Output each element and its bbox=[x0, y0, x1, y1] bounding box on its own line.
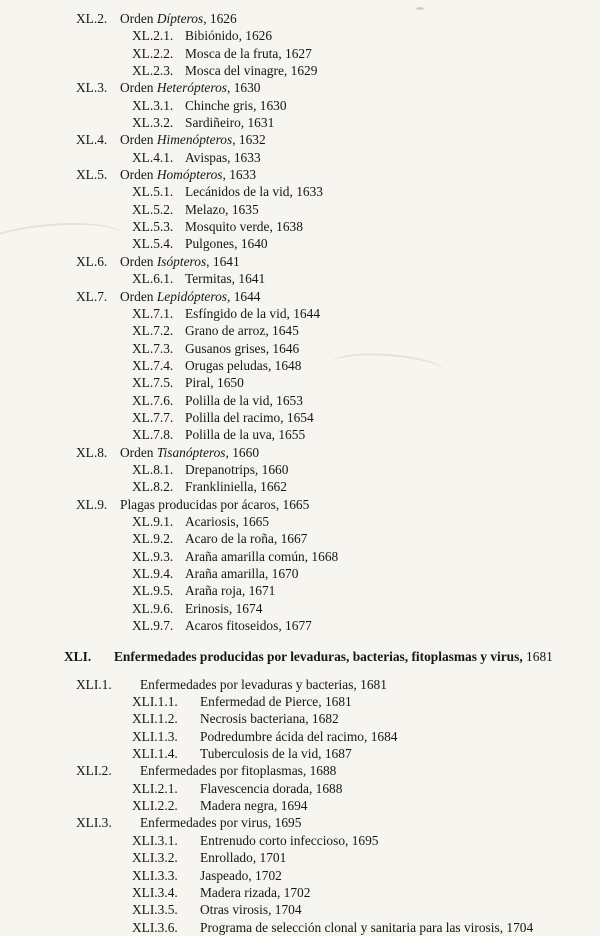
entry-page: 1633 bbox=[233, 149, 261, 165]
entry-page: 1704 bbox=[506, 919, 534, 935]
entry-page: 1626 bbox=[245, 28, 273, 44]
toc-entry bbox=[0, 648, 580, 665]
entry-title: Flavescencia dorada, 1688 bbox=[200, 780, 580, 797]
entry-title: Frankliniella, 1662 bbox=[185, 478, 580, 495]
toc-entry bbox=[0, 253, 580, 270]
entry-title: Orden Himenópteros, 1632 bbox=[120, 131, 580, 148]
entry-title: Madera negra, 1694 bbox=[200, 797, 580, 814]
entry-page: 1681 bbox=[360, 676, 387, 692]
entry-page: 1688 bbox=[315, 780, 343, 796]
entry-page: 1626 bbox=[209, 11, 237, 26]
entry-number: XL.7. bbox=[76, 288, 108, 304]
toc-entry bbox=[0, 901, 580, 918]
entry-number: XL.9.5. bbox=[132, 583, 174, 599]
entry-title: Enrollado, 1701 bbox=[200, 849, 580, 866]
entry-title-latin-name: Heterópteros bbox=[156, 80, 227, 96]
entry-page: 1674 bbox=[235, 600, 263, 616]
entry-page: 1630 bbox=[233, 80, 261, 96]
entry-number: XL.6. bbox=[76, 253, 108, 269]
entry-number: XLI.3. bbox=[76, 815, 112, 831]
toc-entry bbox=[0, 183, 580, 200]
entry-title: Polilla del racimo, 1654 bbox=[185, 409, 580, 426]
entry-title: Esfíngido de la vid, 1644 bbox=[185, 305, 580, 322]
toc-entry bbox=[0, 496, 580, 513]
entry-title: Enfermedades por fitoplasmas, 1688 bbox=[140, 762, 580, 779]
toc-entry bbox=[0, 693, 580, 710]
toc-entry bbox=[0, 166, 580, 183]
entry-title-latin-name: Homópteros bbox=[156, 167, 223, 183]
entry-page: 1641 bbox=[212, 253, 240, 269]
entry-title-latin-name: Tisanópteros bbox=[156, 444, 226, 460]
entry-page: 1627 bbox=[285, 45, 312, 61]
entry-title: Orden Heterópteros, 1630 bbox=[120, 79, 580, 96]
entry-page: 1633 bbox=[296, 184, 323, 200]
entry-number: XL.7.8. bbox=[132, 427, 174, 443]
entry-title: Araña roja, 1671 bbox=[185, 582, 580, 599]
toc-entry bbox=[0, 149, 580, 166]
toc-entry bbox=[0, 582, 580, 599]
entry-page: 1687 bbox=[324, 746, 352, 762]
entry-title-latin-name: Isópteros bbox=[156, 253, 207, 269]
entry-number: XLI.1.1. bbox=[132, 694, 178, 710]
entry-number: XLI.3.3. bbox=[132, 867, 178, 883]
entry-title: Tuberculosis de la vid, 1687 bbox=[200, 745, 580, 762]
toc-entry bbox=[0, 114, 580, 131]
entry-number: XL.9.6. bbox=[132, 600, 174, 616]
entry-title: Enfermedad de Pierce, 1681 bbox=[200, 693, 580, 710]
entry-number: XLI.1. bbox=[76, 676, 112, 692]
entry-page: 1671 bbox=[248, 583, 276, 599]
entry-number: XL.2.3. bbox=[132, 63, 174, 79]
entry-title: Necrosis bacteriana, 1682 bbox=[200, 710, 580, 727]
entry-number: XL.7.4. bbox=[132, 357, 174, 373]
entry-title: Acaros fitoseidos, 1677 bbox=[185, 617, 580, 634]
entry-page: 1665 bbox=[282, 496, 310, 512]
entry-title-latin-name: Dípteros bbox=[156, 11, 204, 26]
entry-page: 1681 bbox=[526, 649, 553, 665]
entry-title: Entrenudo corto infeccioso, 1695 bbox=[200, 832, 580, 849]
entry-title: Orden Isópteros, 1641 bbox=[120, 253, 580, 270]
entry-title: Piral, 1650 bbox=[185, 374, 580, 391]
entry-title: Orden Dípteros, 1626 bbox=[120, 10, 580, 27]
entry-page: 1641 bbox=[238, 271, 266, 287]
entry-number: XL.6.1. bbox=[132, 271, 174, 287]
toc-entry bbox=[0, 131, 580, 148]
entry-title: Polilla de la vid, 1653 bbox=[185, 392, 580, 409]
entry-title: Enfermedades por levaduras y bacterias, 1681 bbox=[140, 676, 580, 693]
entry-title: Bibiónido, 1626 bbox=[185, 27, 580, 44]
entry-page: 1668 bbox=[311, 548, 339, 564]
entry-number: XLI. bbox=[64, 649, 92, 665]
entry-number: XLI.2.1. bbox=[132, 780, 178, 796]
entry-number: XL.4. bbox=[76, 132, 108, 148]
entry-page: 1695 bbox=[351, 832, 379, 848]
entry-title: Enfermedades por virus, 1695 bbox=[140, 814, 580, 831]
entry-number: XL.8.1. bbox=[132, 461, 174, 477]
entry-number: XL.5.1. bbox=[132, 184, 174, 200]
entry-title: Acariosis, 1665 bbox=[185, 513, 580, 530]
toc-entry bbox=[0, 728, 580, 745]
entry-title: Lecánidos de la vid, 1633 bbox=[185, 183, 580, 200]
entry-number: XLI.3.1. bbox=[132, 832, 178, 848]
entry-page: 1650 bbox=[217, 375, 244, 391]
entry-title: Orugas peludas, 1648 bbox=[185, 357, 580, 374]
toc-entry bbox=[0, 530, 580, 547]
entry-number: XL.9.2. bbox=[132, 531, 174, 547]
entry-page: 1635 bbox=[231, 201, 259, 217]
entry-title: Plagas producidas por ácaros, 1665 bbox=[120, 496, 580, 513]
toc-entry bbox=[0, 617, 580, 634]
entry-number: XL.2.2. bbox=[132, 45, 174, 61]
entry-page: 1644 bbox=[293, 305, 321, 321]
entry-number: XLI.3.2. bbox=[132, 850, 178, 866]
entry-page: 1648 bbox=[274, 357, 302, 373]
entry-number: XL.2.1. bbox=[132, 28, 174, 44]
entry-number: XLI.1.2. bbox=[132, 711, 178, 727]
entry-title: Pulgones, 1640 bbox=[185, 235, 580, 252]
toc-entry bbox=[0, 270, 580, 287]
entry-title-latin-name: Lepidópteros bbox=[156, 288, 227, 304]
entry-page: 1631 bbox=[247, 115, 275, 131]
entry-page: 1667 bbox=[280, 531, 308, 547]
entry-title: Gusanos grises, 1646 bbox=[185, 340, 580, 357]
toc-entry bbox=[0, 218, 580, 235]
entry-number: XL.9.7. bbox=[132, 618, 174, 634]
entry-number: XL.8. bbox=[76, 444, 108, 460]
entry-number: XLI.2.2. bbox=[132, 798, 178, 814]
entry-number: XL.7.5. bbox=[132, 375, 174, 391]
toc-entry bbox=[0, 814, 580, 831]
toc-entry bbox=[0, 919, 580, 936]
entry-page: 1684 bbox=[370, 728, 398, 744]
entry-title: Mosca de la fruta, 1627 bbox=[185, 45, 580, 62]
entry-number: XL.5.2. bbox=[132, 201, 174, 217]
entry-number: XL.4.1. bbox=[132, 149, 174, 165]
entry-page: 1644 bbox=[233, 288, 261, 304]
toc-entry bbox=[0, 45, 580, 62]
entry-page: 1694 bbox=[280, 798, 308, 814]
toc-entry bbox=[0, 62, 580, 79]
entry-page: 1701 bbox=[259, 850, 287, 866]
entry-title: Grano de arroz, 1645 bbox=[185, 322, 580, 339]
entry-title: Araña amarilla, 1670 bbox=[185, 565, 580, 582]
entry-number: XL.3. bbox=[76, 80, 108, 96]
entry-number: XLI.1.4. bbox=[132, 746, 178, 762]
entry-number: XL.9.4. bbox=[132, 566, 174, 581]
toc-entry bbox=[0, 745, 580, 762]
entry-number: XLI.1.3. bbox=[132, 728, 178, 744]
entry-title: Programa de selección clonal y sanitaria para las virosis, 1704 bbox=[200, 919, 580, 936]
toc-entry bbox=[0, 426, 580, 443]
entry-page: 1633 bbox=[229, 167, 257, 183]
entry-number: XL.5. bbox=[76, 167, 108, 183]
toc-entry bbox=[0, 676, 580, 693]
entry-title: Chinche gris, 1630 bbox=[185, 97, 580, 114]
entry-number: XL.8.2. bbox=[132, 479, 174, 495]
entry-page: 1660 bbox=[261, 461, 289, 477]
entry-title: Orden Lepidópteros, 1644 bbox=[120, 288, 580, 305]
entry-number: XL.7.2. bbox=[132, 323, 174, 339]
entry-number: XL.2. bbox=[76, 11, 108, 26]
entry-title: Mosca del vinagre, 1629 bbox=[185, 62, 580, 79]
entry-page: 1662 bbox=[260, 479, 287, 495]
entry-title: Avispas, 1633 bbox=[185, 149, 580, 166]
toc-list bbox=[0, 10, 580, 936]
entry-number: XL.5.3. bbox=[132, 219, 174, 235]
entry-page: 1702 bbox=[255, 867, 282, 883]
entry-number: XL.9.1. bbox=[132, 513, 174, 529]
entry-title: Araña amarilla común, 1668 bbox=[185, 548, 580, 565]
entry-title-latin-name: Himenópteros bbox=[156, 132, 233, 148]
entry-number: XLI.3.5. bbox=[132, 902, 178, 918]
entry-page: 1632 bbox=[238, 132, 266, 148]
toc-entry bbox=[0, 762, 580, 779]
entry-title: Drepanotrips, 1660 bbox=[185, 461, 580, 478]
entry-page: 1638 bbox=[276, 219, 303, 235]
entry-number: XL.3.2. bbox=[132, 115, 174, 131]
entry-title: Podredumbre ácida del racimo, 1684 bbox=[200, 728, 580, 745]
entry-page: 1665 bbox=[242, 513, 270, 529]
entry-number: XL.9. bbox=[76, 496, 108, 512]
entry-page: 1646 bbox=[272, 340, 300, 356]
entry-title: Polilla de la uva, 1655 bbox=[185, 426, 580, 443]
entry-number: XL.7.7. bbox=[132, 409, 174, 425]
entry-title: Madera rizada, 1702 bbox=[200, 884, 580, 901]
entry-title: Otras virosis, 1704 bbox=[200, 901, 580, 918]
entry-page: 1688 bbox=[309, 763, 337, 779]
entry-page: 1630 bbox=[259, 97, 287, 113]
entry-number: XLI.3.6. bbox=[132, 919, 178, 935]
entry-page: 1695 bbox=[274, 815, 302, 831]
entry-page: 1629 bbox=[290, 63, 318, 79]
entry-title: Termitas, 1641 bbox=[185, 270, 580, 287]
entry-page: 1702 bbox=[283, 884, 311, 900]
entry-page: 1670 bbox=[271, 566, 299, 581]
entry-page: 1654 bbox=[286, 409, 314, 425]
entry-title: Enfermedades producidas por levaduras, bacterias, fitoplasmas y virus, 1681 bbox=[114, 648, 580, 665]
entry-title: Orden Homópteros, 1633 bbox=[120, 166, 580, 183]
entry-number: XL.9.3. bbox=[132, 548, 174, 564]
entry-title: Sardiñeiro, 1631 bbox=[185, 114, 580, 131]
entry-title: Acaro de la roña, 1667 bbox=[185, 530, 580, 547]
entry-title: Erinosis, 1674 bbox=[185, 600, 580, 617]
toc-entry bbox=[0, 288, 580, 305]
entry-number: XLI.3.4. bbox=[132, 884, 178, 900]
toc-entry bbox=[0, 235, 580, 252]
entry-page: 1645 bbox=[272, 323, 299, 339]
entry-page: 1660 bbox=[232, 444, 260, 460]
entry-number: XL.7.6. bbox=[132, 392, 174, 408]
entry-page: 1704 bbox=[274, 902, 302, 918]
entry-page: 1653 bbox=[276, 392, 303, 408]
entry-page: 1682 bbox=[311, 711, 339, 727]
entry-page: 1640 bbox=[240, 236, 268, 252]
entry-title: Mosquito verde, 1638 bbox=[185, 218, 580, 235]
entry-page: 1655 bbox=[278, 427, 306, 443]
entry-number: XLI.2. bbox=[76, 763, 112, 779]
entry-number: XL.7.3. bbox=[132, 340, 174, 356]
entry-number: XL.7.1. bbox=[132, 305, 174, 321]
entry-page: 1677 bbox=[285, 618, 312, 634]
toc-entry bbox=[0, 710, 580, 727]
toc-entry bbox=[0, 357, 580, 374]
entry-page: 1681 bbox=[324, 694, 352, 710]
entry-title: Jaspeado, 1702 bbox=[200, 867, 580, 884]
entry-title: Melazo, 1635 bbox=[185, 201, 580, 218]
entry-title: Orden Tisanópteros, 1660 bbox=[120, 444, 580, 461]
entry-number: XL.3.1. bbox=[132, 97, 174, 113]
entry-number: XL.5.4. bbox=[132, 236, 174, 252]
